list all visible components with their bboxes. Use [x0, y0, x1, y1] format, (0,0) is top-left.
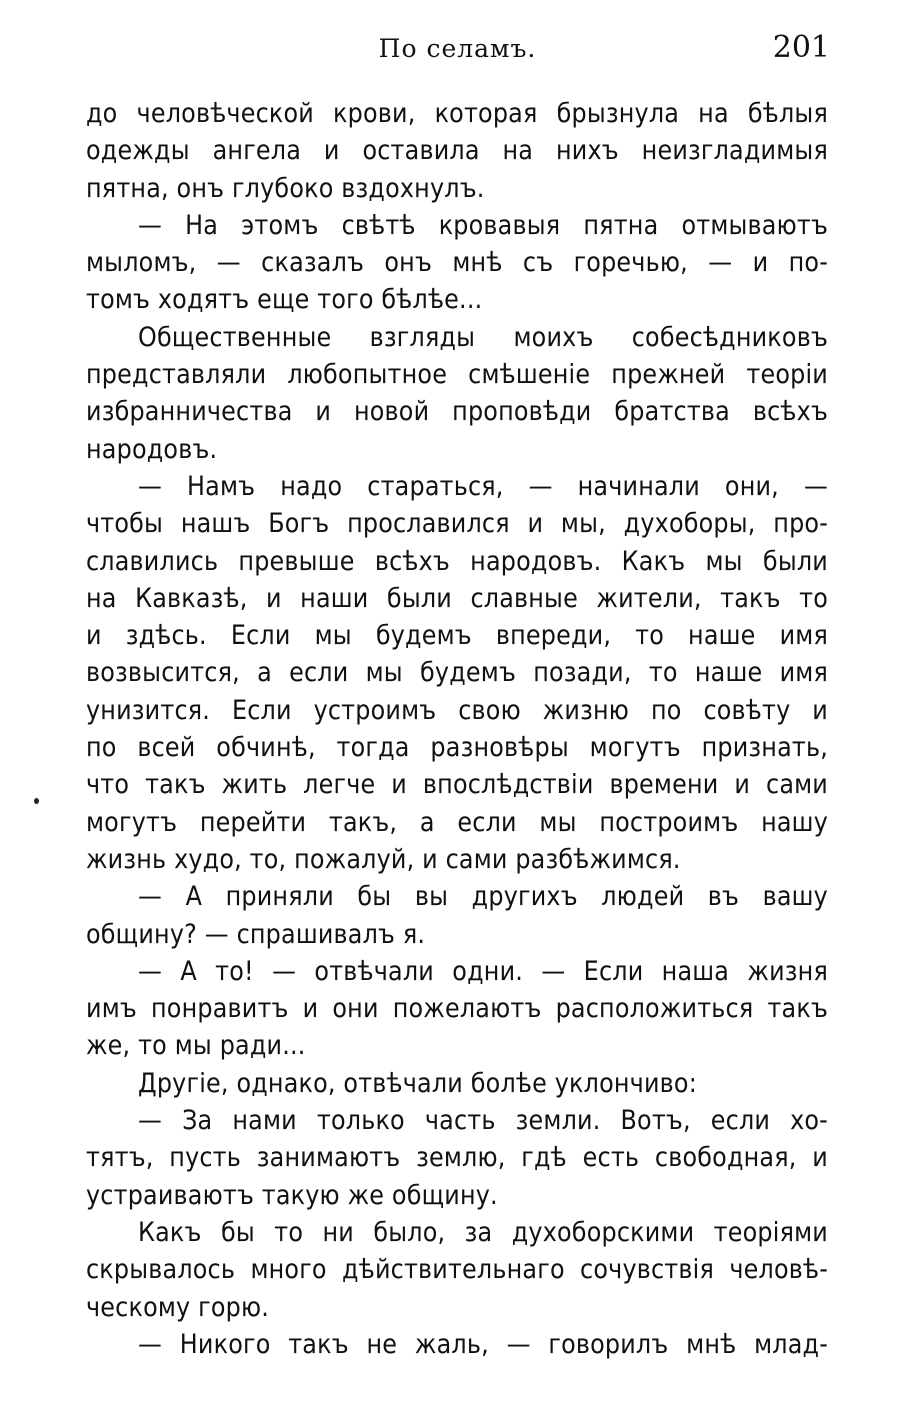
text-line: могутъ перейти такъ, а если мы построимъ нашу	[86, 806, 828, 838]
text-line: славились превыше всѣхъ народовъ. Какъ мы были	[86, 545, 828, 577]
text-line: унизится. Если устроимъ свою жизню по совѣту и	[86, 694, 828, 726]
text-line: представляли любопытное смѣшеніе прежней теоріи	[86, 359, 828, 391]
text-line: — Намъ надо стараться, — начинали они, —	[138, 470, 828, 502]
body-text	[86, 95, 828, 1363]
text-line: — За нами только часть земли. Вотъ, если хо-	[138, 1105, 828, 1137]
text-line: народовъ.	[86, 433, 218, 465]
text-line: избранничества и новой проповѣди братства всѣхъ	[86, 396, 828, 428]
text-line: общину? — спрашивалъ я.	[86, 918, 426, 950]
text-line: тятъ, пусть занимаютъ землю, гдѣ есть свободная, и	[86, 1142, 828, 1174]
text-line: имъ понравитъ и они пожелаютъ расположиться такъ	[86, 993, 828, 1025]
page-header	[85, 28, 830, 68]
text-line: чтобы нашъ Богъ прославился и мы, духоборы, про-	[86, 508, 828, 540]
text-line: жизнь худо, то, пожалуй, и сами разбѣжимся.	[86, 843, 681, 875]
text-line: Общественные взгляды моихъ собесѣдниковъ	[138, 321, 828, 353]
text-line: Другіе, однако, отвѣчали болѣе уклончиво:	[138, 1067, 697, 1099]
text-line: — А то! — отвѣчали одни. — Если наша жизня	[138, 955, 828, 987]
text-line: и здѣсь. Если мы будемъ впереди, то наше имя	[86, 620, 828, 652]
text-line: на Кавказѣ, и наши были славные жители, такъ то	[86, 582, 828, 614]
text-line: возвысится, а если мы будемъ позади, то наше имя	[86, 657, 828, 689]
text-line: Какъ бы то ни было, за духоборскими теоріями	[138, 1216, 828, 1248]
text-line: пятна, онъ глубоко вздохнулъ.	[86, 172, 485, 204]
running-title: По селамъ.	[378, 34, 537, 63]
text-line: что такъ жить легче и впослѣдствіи времени и сами	[86, 769, 828, 801]
text-line: — А приняли бы вы другихъ людей въ вашу	[138, 881, 828, 913]
text-line: же, то мы ради...	[86, 1030, 306, 1062]
text-line: — Никого такъ не жаль, — говорилъ мнѣ млад-	[138, 1328, 828, 1360]
text-line: устраиваютъ такую же общину.	[86, 1179, 498, 1211]
ink-speck	[34, 798, 39, 804]
page-number: 201	[772, 30, 830, 65]
text-line: до человѣческой крови, которая брызнула на бѣлыя	[86, 98, 828, 129]
text-line: одежды ангела и оставила на нихъ неизгладимыя	[86, 135, 828, 167]
text-line: скрывалось много дѣйствительнаго сочувствія человѣ-	[86, 1254, 828, 1286]
text-line: мыломъ, — сказалъ онъ мнѣ съ горечью, — и по-	[86, 247, 828, 279]
text-line: по всей обчинѣ, тогда разновѣры могутъ признать,	[86, 732, 828, 764]
text-line: — На этомъ свѣтѣ кровавыя пятна отмываютъ	[138, 209, 828, 241]
text-line: томъ ходятъ еще того бѣлѣе...	[86, 284, 483, 316]
text-line: ческому горю.	[86, 1291, 270, 1323]
